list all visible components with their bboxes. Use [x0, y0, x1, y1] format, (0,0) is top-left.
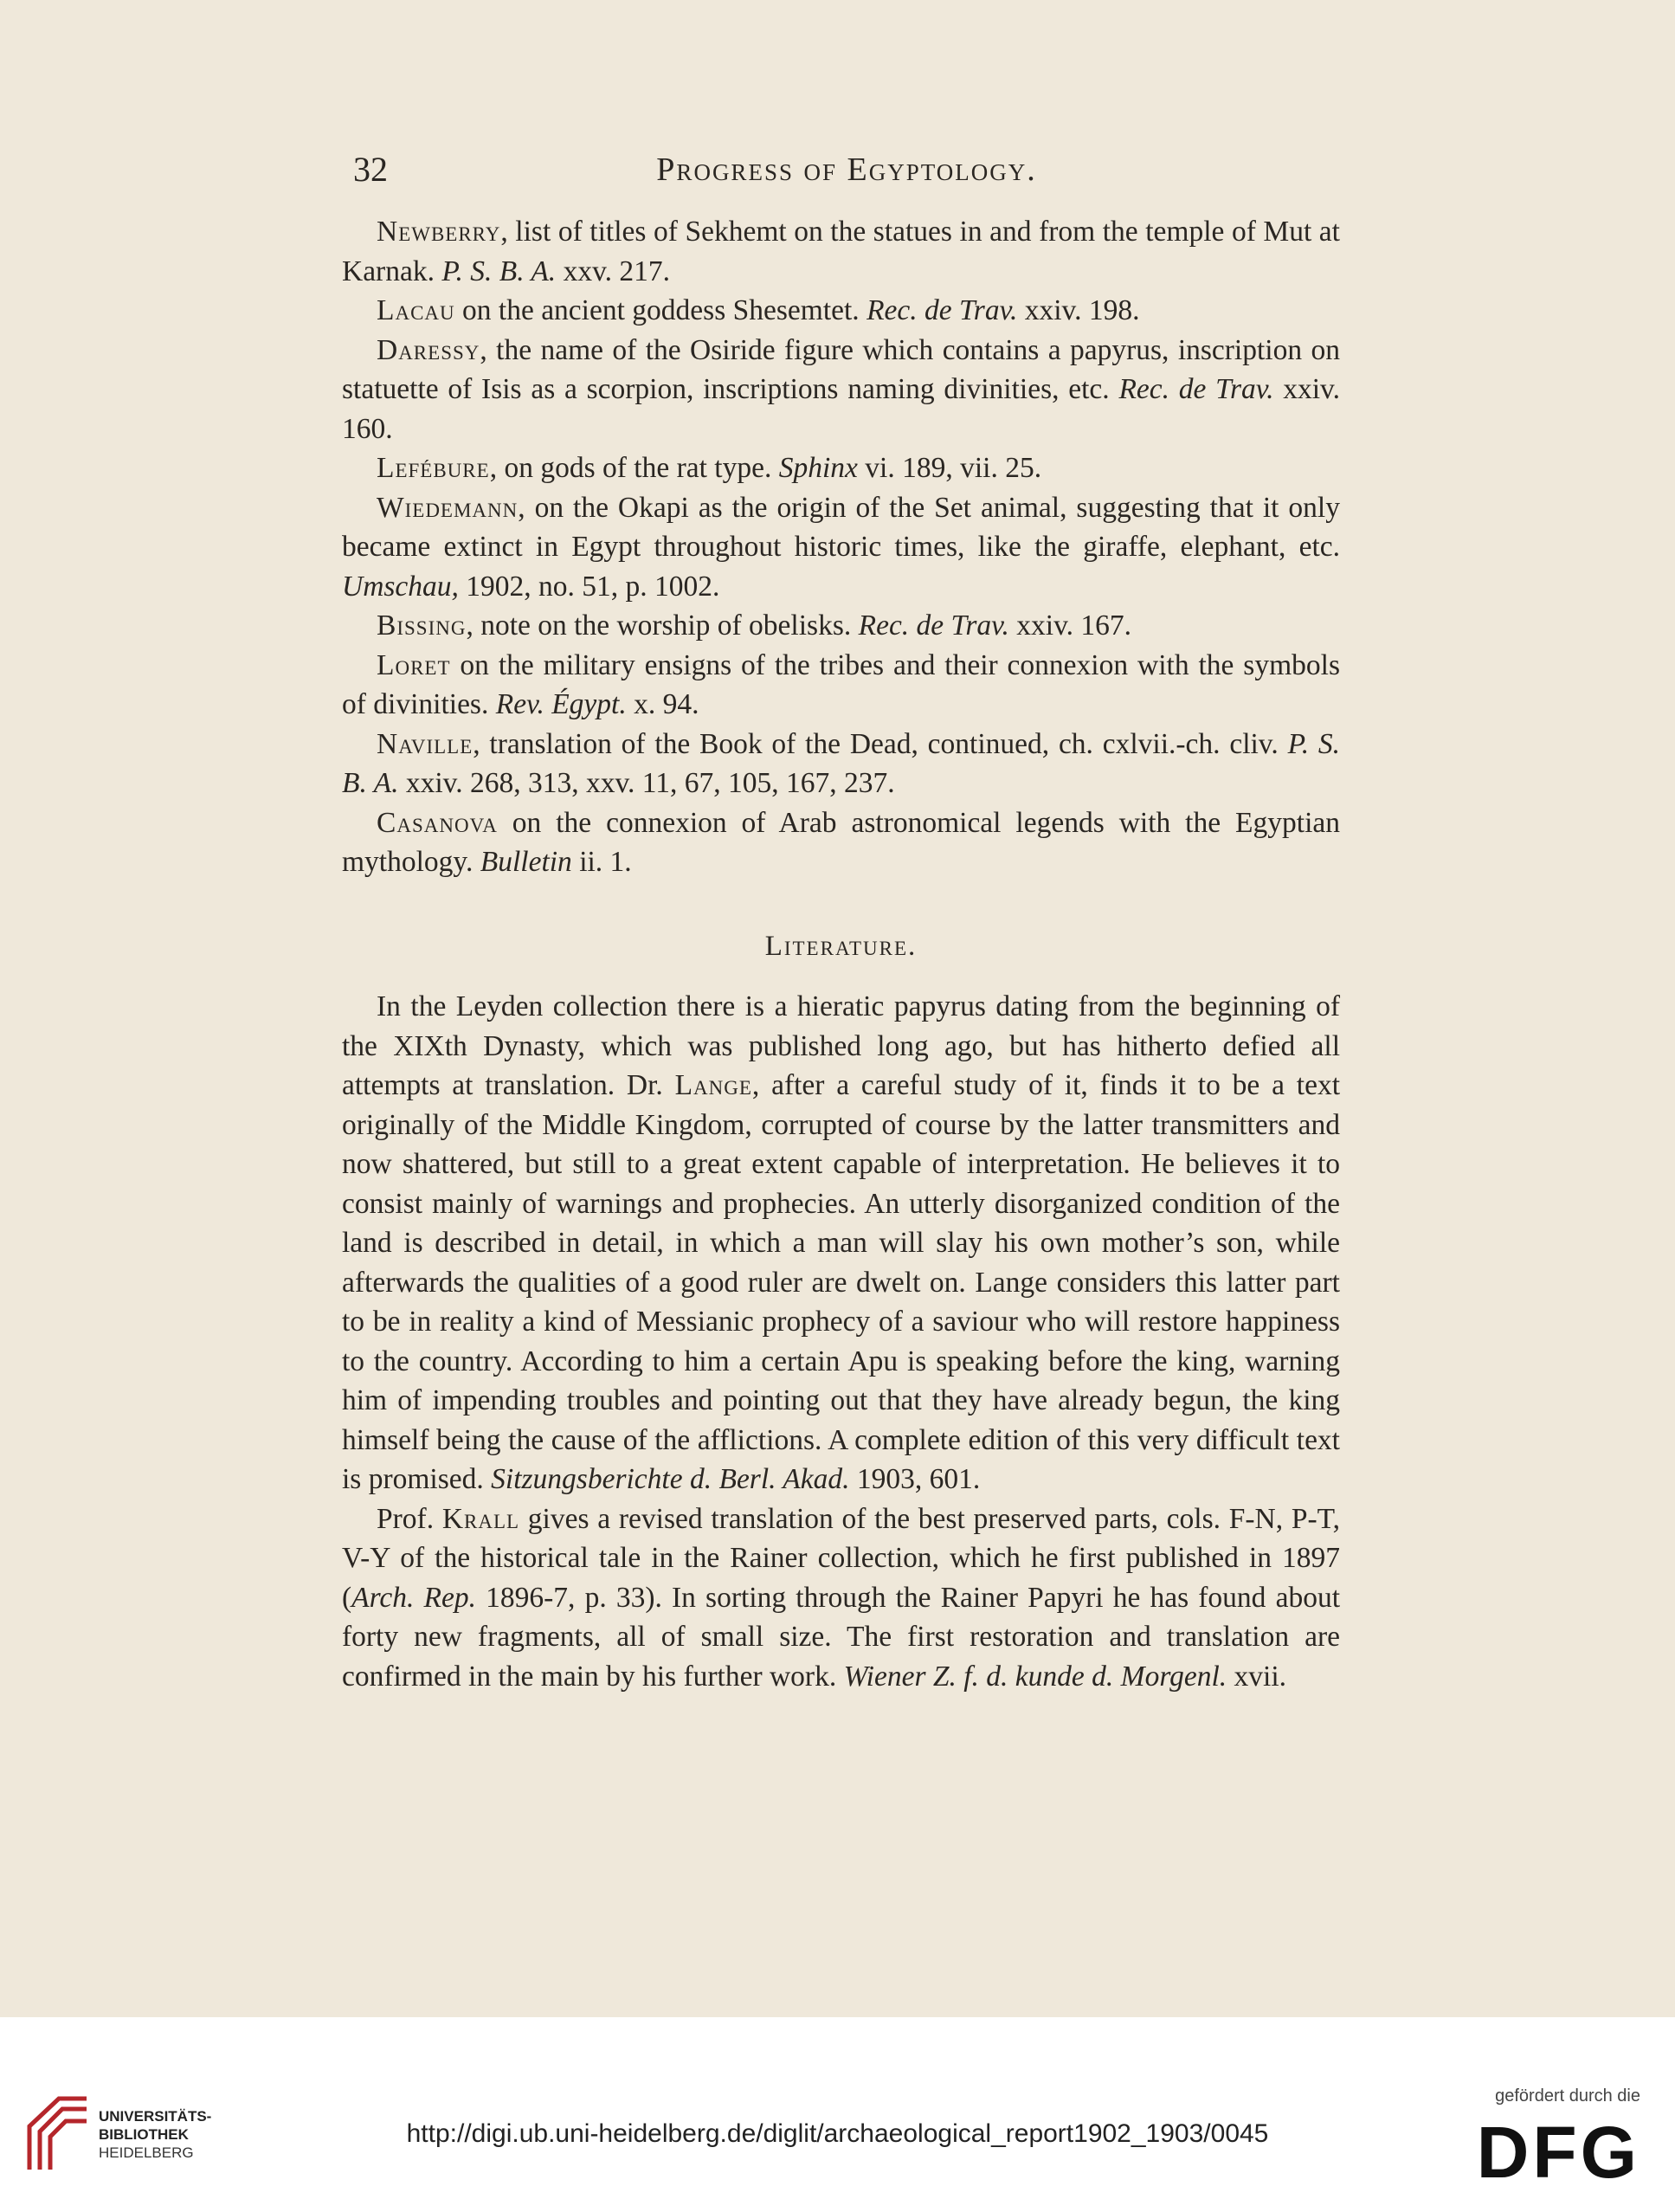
entry-source: Umschau,	[342, 570, 459, 603]
entry-author: Bissing	[377, 609, 467, 642]
entry-text: on the ancient goddess Shesemtet.	[454, 294, 860, 326]
paragraph-text: Prof.	[377, 1502, 442, 1535]
bibliography-entry	[342, 291, 1340, 331]
entry-source: Rev. Égypt.	[495, 688, 627, 720]
paragraph-text: gives a revised translation of the best preserved parts, cols. F-N, P-T, V-Y of the historical tale in the Rainer collection, which he first published in 1897 (	[342, 1502, 1340, 1614]
paragraph-author: Lange	[674, 1069, 752, 1101]
dfg-logo: DFG	[1476, 2112, 1640, 2193]
paragraph-text: 1896-7, p. 33). In sorting through the Rainer Papyri he has found about forty new fragments, all of small size. The first restoration and translation are confirmed in the main by his further work.	[342, 1581, 1340, 1693]
section-heading: Literature.	[764, 930, 918, 962]
entry-source: Bulletin	[480, 846, 572, 878]
entry-author: Daressy	[377, 333, 480, 366]
funder-caption: gefördert durch die	[1495, 2086, 1640, 2106]
entry-ref: 1902, no. 51, p. 1002.	[458, 570, 720, 603]
entry-author: Casanova	[377, 806, 498, 839]
entry-text: , the name of the Osiride figure which contains a papyrus, inscription on statuette of Isis as a scorpion, inscriptions naming divinities, etc.	[342, 333, 1340, 405]
entry-ref: ii. 1.	[571, 846, 632, 878]
entry-text: , list of titles of Sekhemt on the statues in and from the temple of Mut at Karnak.	[342, 216, 1340, 287]
entry-source: Rec. de Trav.	[866, 294, 1018, 326]
paragraph-ref: xvii.	[1227, 1660, 1287, 1693]
entry-text: , note on the worship of obelisks.	[466, 609, 852, 642]
literature-paragraph	[342, 1499, 1340, 1697]
entry-author: Lacau	[377, 294, 455, 326]
bibliography-entry	[342, 488, 1340, 607]
entry-text: on the connexion of Arab astronomical legends with the Egyptian mythology.	[342, 806, 1340, 878]
bibliography-entry	[342, 606, 1340, 646]
page-number: 32	[353, 150, 388, 189]
literature-paragraph	[342, 987, 1340, 1499]
entry-sep	[851, 609, 858, 642]
library-name-line: UNIVERSITÄTS-	[99, 2108, 212, 2125]
paragraph-author: Krall	[441, 1502, 520, 1535]
bibliography-entry	[342, 448, 1340, 488]
paragraph-text: , after a careful study of it, finds it to be a text originally of the Middle Kingdom, corrupted of course by the latter transmitters and now shattered, but still to a great extent capable of interpretation. He believes it to consist mainly of warnings and prophecies. An utterly disorganized condition of the land is described in detail, in which a man will slay his own mother’s son, while afterwards the qualities of a good ruler are dwelt on. Lange considers this latter part to be in reality a kind of Messianic prophecy of a saviour who will restore happiness to the country. According to him a certain Apu is speaking before the king, warning him of impending troubles and pointing out that they have already begun, the king himself being the cause of the afflictions. A complete edition of this very difficult text is promised.	[342, 1069, 1340, 1495]
running-title: Progress of Egyptology.	[656, 152, 1037, 188]
paragraph-text: In the Leyden collection there is a hieratic papyrus dating from the beginning of the XIXth Dynasty, which was published long ago, but has hitherto defied all attempts at translation. Dr.	[342, 990, 1340, 1101]
entry-source: P. S. B. A.	[441, 255, 557, 287]
entry-sep	[1110, 373, 1119, 405]
entry-author: Lefébure	[377, 452, 490, 484]
text-block	[342, 212, 1340, 1696]
entry-text: , translation of the Book of the Dead, continued, ch. cxlvii.-ch. cliv.	[473, 727, 1279, 760]
entry-ref: x. 94.	[626, 688, 699, 720]
entry-sep	[473, 846, 480, 878]
entry-ref: xxiv. 160.	[342, 373, 1341, 445]
entry-sep	[488, 688, 495, 720]
bibliography-entry	[342, 646, 1340, 725]
entry-sep	[771, 452, 778, 484]
entry-text: on the military ensigns of the tribes and their connexion with the symbols of divinities.	[342, 648, 1340, 720]
library-name-line: BIBLIOTHEK	[99, 2126, 189, 2143]
bibliography-entry	[342, 212, 1340, 291]
entry-ref: xxiv. 268, 313, xxv. 11, 67, 105, 167, 237.	[398, 767, 895, 799]
entry-author: Newberry	[377, 216, 501, 248]
entry-ref: vi. 189, vii. 25.	[857, 452, 1042, 484]
paragraph-source: Arch. Rep.	[351, 1581, 477, 1614]
entry-source: P. S. B. A.	[342, 727, 1340, 799]
entry-ref: xxv. 217.	[556, 255, 671, 287]
entry-sep	[860, 294, 866, 326]
bibliography-entry	[342, 725, 1340, 803]
viewer-footer	[0, 2017, 1675, 2212]
bibliography-entry	[342, 331, 1340, 449]
paragraph-source: Wiener Z. f. d. kunde d. Morgenl.	[843, 1660, 1227, 1693]
entry-text: , on gods of the rat type.	[489, 452, 772, 484]
library-name-line: HEIDELBERG	[99, 2144, 194, 2161]
bibliography-entry	[342, 803, 1340, 882]
entry-source: Sphinx	[778, 452, 858, 484]
entry-author: Naville	[377, 727, 474, 760]
entry-ref: xxiv. 198.	[1017, 294, 1140, 326]
paragraph-ref: 1903, 601.	[849, 1463, 981, 1495]
entry-text: , on the Okapi as the origin of the Set animal, suggesting that it only became extinct in Egypt throughout historic times, like the giraffe, elephant, etc.	[342, 491, 1340, 563]
running-head	[353, 149, 1340, 201]
entry-source: Rec. de Trav.	[858, 609, 1009, 642]
entry-sep	[1279, 728, 1288, 760]
entry-author: Wiedemann	[377, 491, 519, 524]
paragraph-source: Sitzungsberichte d. Berl. Akad.	[491, 1463, 850, 1495]
entry-author: Loret	[377, 648, 451, 681]
permalink-url[interactable]: http://digi.ub.uni-heidelberg.de/diglit/archaeological_report1902_1903/0045	[406, 2119, 1269, 2148]
entry-ref: xxiv. 167.	[1008, 609, 1132, 642]
entry-source: Rec. de Trav.	[1118, 373, 1274, 405]
